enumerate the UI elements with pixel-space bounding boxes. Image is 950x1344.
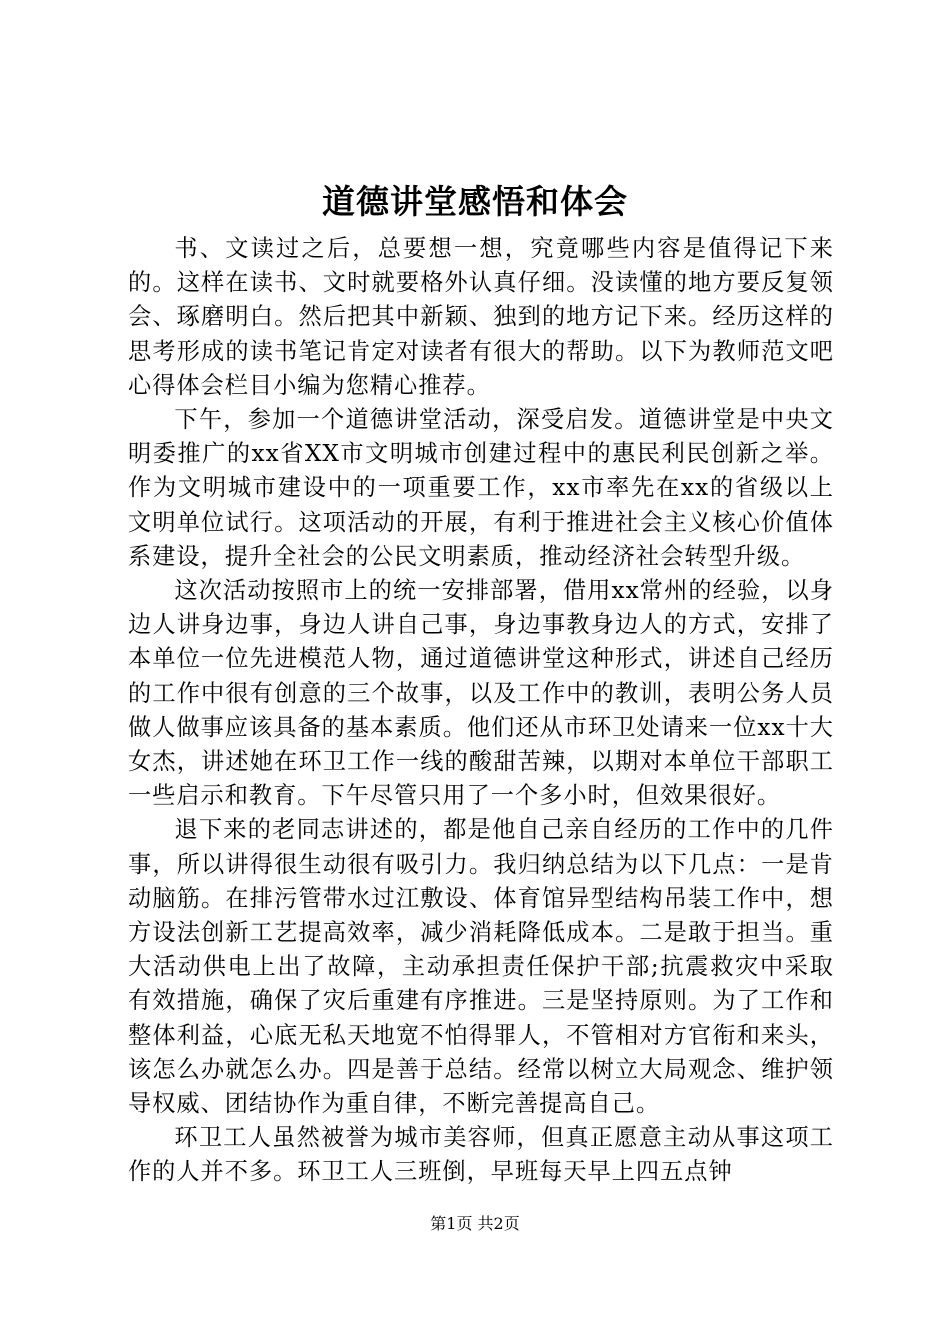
paragraph-5: 环卫工人虽然被誉为城市美容师，但真正愿意主动从事这项工作的人并不多。环卫工人三班倒，早班每天早上四五点钟 bbox=[128, 1124, 834, 1186]
paragraph-2: 下午，参加一个道德讲堂活动，深受启发。道德讲堂是中央文明委推广的xx省XX市文明城市创建过程中的惠民利民创新之举。作为文明城市建设中的一项重要工作，xx市率先在xx的省级以上文明单位试行。这项活动的开展，有利于推进社会主义核心价值体系建设，提升全社会的公民文明素质，推动经济社会转型升级。 bbox=[128, 406, 834, 570]
paragraph-1: 书、文读过之后，总要想一想，究竟哪些内容是值得记下来的。这样在读书、文时就要格外认真仔细。没读懂的地方要反复领会、琢磨明白。然后把其中新颖、独到的地方记下来。经历这样的思考形成的读书笔记肯定对读者有很大的帮助。以下为教师范文吧心得体会栏目小编为您精心推荐。 bbox=[128, 235, 834, 399]
document-body bbox=[128, 232, 834, 1190]
paragraph-4: 退下来的老同志讲述的，都是他自己亲自经历的工作中的几件事，所以讲得很生动很有吸引力。我归纳总结为以下几点：一是肯动脑筋。在排污管带水过江敷设、体育馆异型结构吊装工作中，想方设法创新工艺提高效率，减少消耗降低成本。二是敢于担当。重大活动供电上出了故障，主动承担责任保护干部;抗震救灾中采取有效措施，确保了灾后重建有序推进。三是坚持原则。为了工作和整体利益，心底无私天地宽不怕得罪人，不管相对方官衔和来头，该怎么办就怎么办。四是善于总结。经常以树立大局观念、维护领导权威、团结协作为重自律，不断完善提高自己。 bbox=[128, 816, 834, 1118]
page-footer: 第1页 共2页 bbox=[430, 1214, 520, 1233]
paragraph-3: 这次活动按照市上的统一安排部署，借用xx常州的经验，以身边人讲身边事，身边人讲自己事，身边事教身边人的方式，安排了本单位一位先进模范人物，通过道德讲堂这种形式，讲述自己经历的工作中很有创意的三个故事，以及工作中的教训，表明公务人员做人做事应该具备的基本素质。他们还从市环卫处请来一位xx十大女杰，讲述她在环卫工作一线的酸甜苦辣，以期对本单位干部职工一些启示和教育。下午尽管只用了一个多小时，但效果很好。 bbox=[128, 577, 834, 810]
page-title: 道德讲堂感悟和体会 bbox=[322, 182, 628, 221]
